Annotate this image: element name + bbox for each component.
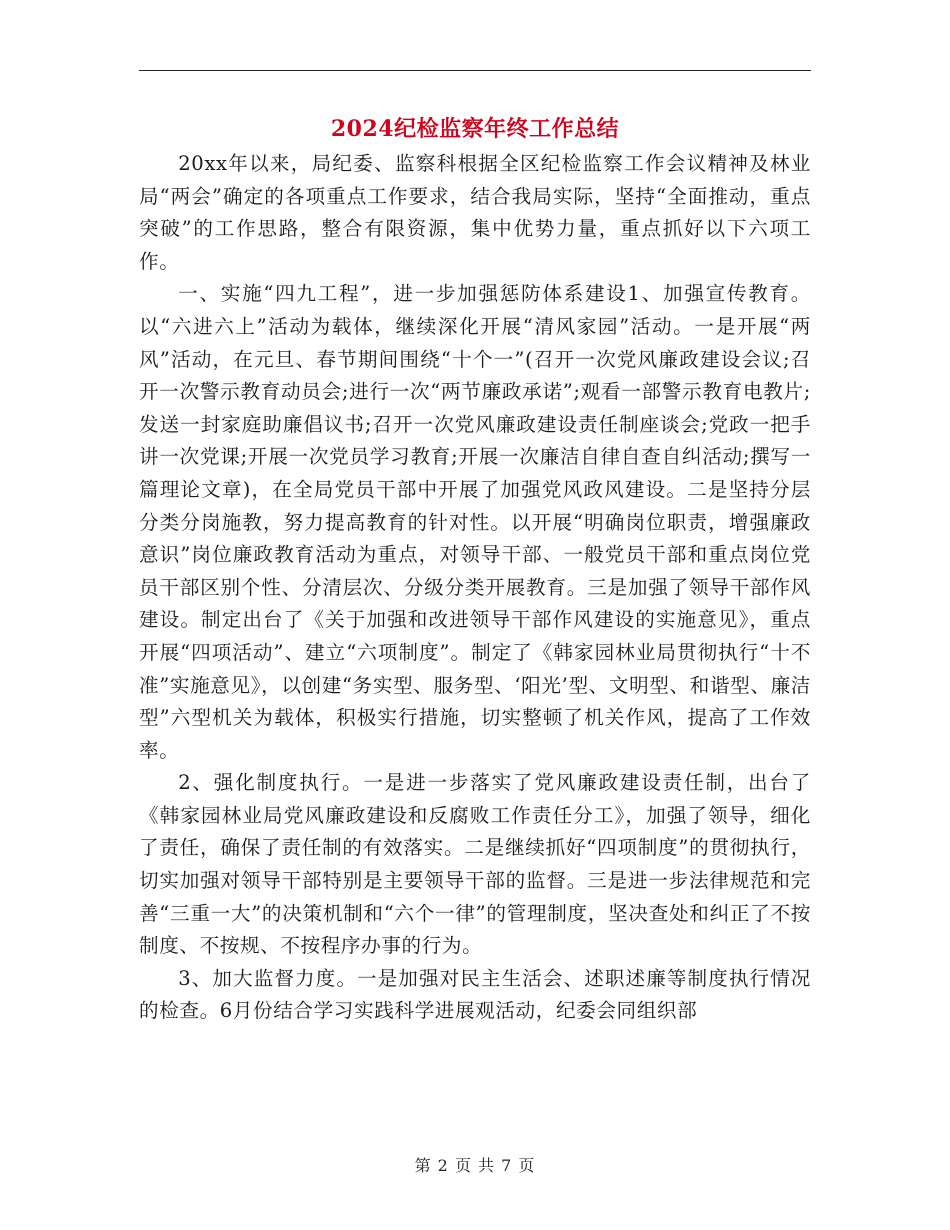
paragraph-section-1: 一、实施“四九工程”，进一步加强惩防体系建设1、加强宣传教育。以“六进六上”活动为载体，继续深化开展“清风家园”活动。一是开展“两风”活动，在元旦、春节期间围绕“十个一”(召开一次党风廉政建设会议;召开一次警示教育动员会;进行一次“两节廉政承诺”;观看一部警示教育电教片;发送一封家庭助廉倡议书;召开一次党风廉政建设责任制座谈会;党政一把手讲一次党课;开展一次党员学习教育;开展一次廉洁自律自查自纠活动;撰写一篇理论文章)，在全局党员干部中开展了加强党风政风建设。二是坚持分层分类分岗施教，努力提高教育的针对性。以开展“明确岗位职责，增强廉政意识”岗位廉政教育活动为重点，对领导干部、一般党员干部和重点岗位党员干部区别个性、分清层次、分级分类开展教育。三是加强了领导干部作风建设。制定出台了《关于加强和改进领导干部作风建设的实施意见》，重点开展“四项活动”、建立“六项制度”。制定了《韩家园林业局贯彻执行“十不准”实施意见》，以创建“务实型、服务型、‘阳光’型、文明型、和谐型、廉洁型”六型机关为载体，积极实行措施，切实整顿了机关作风，提高了工作效率。 — [139, 282, 811, 762]
paragraph-section-3: 3、加大监督力度。一是加强对民主生活会、述职述廉等制度执行情况的检查。6月份结合学习实践科学进展观活动，纪委会同组织部 — [139, 966, 811, 1023]
header-rule — [139, 70, 811, 71]
paragraph-intro: 20xx年以来，局纪委、监察科根据全区纪检监察工作会议精神及林业局“两会”确定的各项重点工作要求，结合我局实际，坚持“全面推动，重点突破”的工作思路，整合有限资源，集中优势力量，重点抓好以下六项工作。 — [139, 152, 811, 273]
page-footer: 第 2 页 共 7 页 — [414, 1156, 536, 1175]
paragraph-section-2: 2、强化制度执行。一是进一步落实了党风廉政建设责任制，出台了《韩家园林业局党风廉政建设和反腐败工作责任分工》，加强了领导，细化了责任，确保了责任制的有效落实。二是继续抓好“四项制度”的贯彻执行，切实加强对领导干部特别是主要领导干部的监督。三是进一步法律规范和完善“三重一大”的决策机制和“六个一律”的管理制度，坚决查处和纠正了不按制度、不按规、不按程序办事的行为。 — [139, 771, 811, 958]
document-body — [139, 148, 811, 1028]
document-title: 2024纪检监察年终工作总结 — [330, 116, 620, 142]
